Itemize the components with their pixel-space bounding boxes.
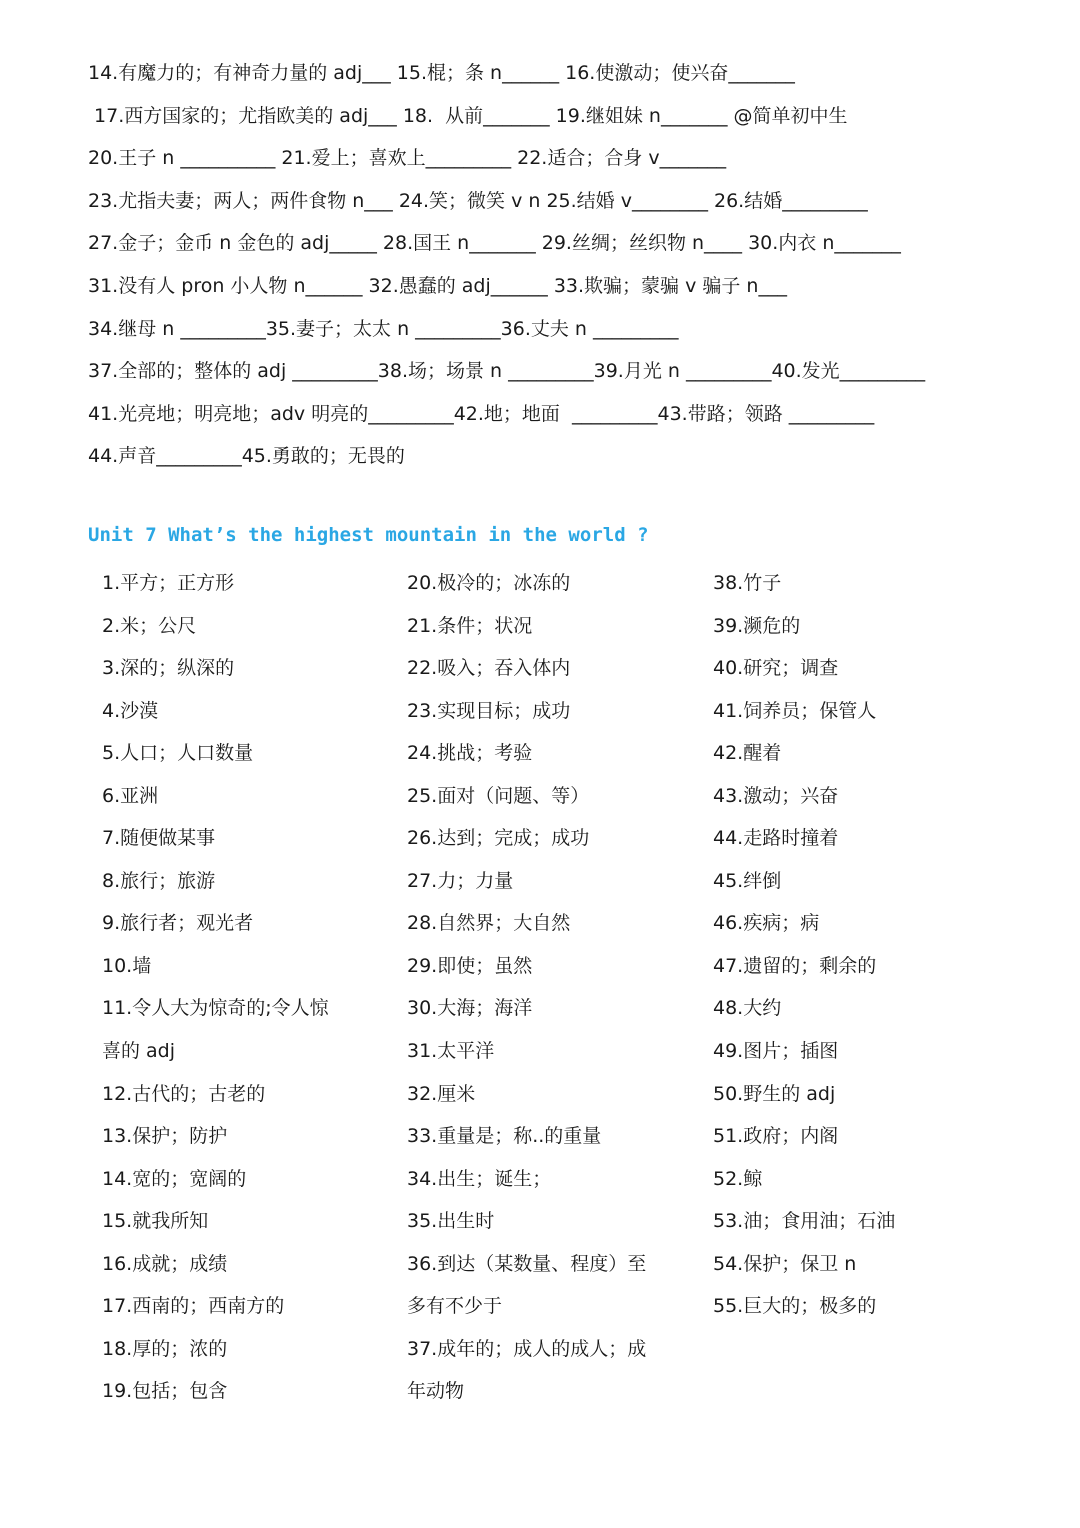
vocab-item: 44.走路时撞着 [713,827,839,850]
vocab-item: 21.条件；状况 [407,614,533,637]
vocab-item: 17.西南的；西南方的 [102,1295,285,1318]
vocab-line: 44.声音_________45.勇敢的；无畏的 [88,445,405,468]
vocab-item: 45.绊倒 [713,869,782,892]
unit-title: Unit 7 What’s the highest mountain in the world ? [88,524,649,546]
vocab-item: 19.包括；包含 [102,1380,228,1403]
vocab-item: 1.平方；正方形 [102,572,235,594]
vocab-line: 31.没有人 pron 小人物 n______ 32.愚蠢的 adj______ 33.欺骗；蒙骗 v 骗子 n___ [88,274,787,297]
vocab-item: 20.极冷的；冰冻的 [407,572,571,594]
vocab-item: 18.厚的；浓的 [102,1337,228,1360]
vocab-blanks-section [88,56,1048,482]
vocab-item: 43.激动；兴奋 [713,784,839,807]
vocab-item: 52.鲸 [713,1167,763,1190]
vocab-item: 27.力；力量 [407,869,514,892]
vocab-item: 多有不少于 [407,1295,503,1318]
vocab-item: 31.太平洋 [407,1040,495,1063]
vocab-item: 53.油；食用油；石油 [713,1210,896,1233]
vocab-item: 22.吸入；吞入体内 [407,657,571,680]
vocab-item: 10.墙 [102,954,152,977]
vocab-item: 11.令人大为惊奇的;令人惊 [102,997,329,1020]
vocab-item: 32.厘米 [407,1082,476,1105]
vocab-item: 15.就我所知 [102,1210,209,1233]
vocab-item: 49.图片；插图 [713,1040,839,1063]
vocab-item: 42.醒着 [713,742,782,765]
vocab-line: 14.有魔力的；有神奇力量的 adj___ 15.棍；条 n______ 16.使激动；使兴奋_______ [88,62,795,84]
vocab-item: 33.重量是；称..的重量 [407,1125,602,1148]
vocab-item: 54.保护；保卫 n [713,1252,857,1275]
vocab-item: 9.旅行者；观光者 [102,912,254,935]
vocab-item: 13.保护；防护 [102,1125,228,1148]
vocab-item: 2.米；公尺 [102,614,197,637]
vocab-item: 16.成就；成绩 [102,1252,228,1275]
vocab-item: 36.到达（某数量、程度）至 [407,1252,647,1275]
vocab-item: 23.实现目标；成功 [407,699,571,722]
vocab-item: 34.出生；诞生； [407,1167,552,1190]
vocab-item: 30.大海；海洋 [407,997,533,1020]
vocab-item: 年动物 [407,1380,465,1403]
vocab-item: 28.自然界；大自然 [407,912,571,935]
vocab-item: 55.巨大的；极多的 [713,1295,877,1318]
vocab-item: 29.即使；虽然 [407,954,533,977]
vocab-item: 41.饲养员；保管人 [713,699,877,722]
vocab-item: 7.随便做某事 [102,827,216,850]
vocab-column-3 [713,566,1003,1332]
vocab-item: 6.亚洲 [102,784,159,807]
vocab-item: 3.深的；纵深的 [102,657,235,680]
vocab-item: 37.成年的；成人的成人；成 [407,1337,647,1360]
vocab-item: 40.研究；调查 [713,657,839,680]
vocab-item: 25.面对（问题、等） [407,784,590,807]
vocab-item: 12.古代的；古老的 [102,1082,266,1105]
vocab-item: 50.野生的 adj [713,1082,836,1105]
vocab-item: 8.旅行；旅游 [102,869,216,892]
vocab-item: 5.人口；人口数量 [102,742,254,765]
vocab-item: 4.沙漠 [102,699,159,722]
vocab-item: 39.濒危的 [713,614,801,637]
vocab-line: 20.王子 n __________ 21.爱上；喜欢上_________ 22.适合；合身 v_______ [88,147,727,170]
vocab-line: 17.西方国家的；尤指欧美的 adj___ 18. 从前_______ 19.继姐妹 n_______ @简单初中生 [88,104,848,127]
vocab-line: 23.尤指夫妻；两人；两件食物 n___ 24.笑；微笑 v n 25.结婚 v________ 26.结婚_________ [88,189,868,212]
vocab-item: 48.大约 [713,997,782,1020]
vocab-item: 47.遗留的；剩余的 [713,954,877,977]
vocab-line: 27.金子；金币 n 金色的 adj_____ 28.国王 n_______ 29.丝绸；丝织物 n____ 30.内衣 n_______ [88,232,901,255]
vocab-column-2 [407,566,682,1417]
vocab-line: 37.全部的；整体的 adj _________38.场；场景 n _________39.月光 n _________40.发光_________ [88,360,926,383]
vocab-item: 14.宽的；宽阔的 [102,1167,247,1190]
vocab-column-1 [102,566,392,1417]
vocab-item: 38.竹子 [713,572,782,594]
vocab-item: 26.达到；完成；成功 [407,827,590,850]
vocab-line: 41.光亮地；明亮地；adv 明亮的_________42.地；地面 _________43.带路；领路 _________ [88,402,875,425]
vocab-item: 24.挑战；考验 [407,742,533,765]
vocab-item: 喜的 adj [102,1040,176,1063]
vocab-item: 51.政府；内阁 [713,1125,839,1148]
vocab-item: 46.疾病；病 [713,912,820,935]
vocab-item: 35.出生时 [407,1210,495,1233]
vocab-line: 34.继母 n _________35.妻子；太太 n _________36.丈夫 n _________ [88,317,679,340]
